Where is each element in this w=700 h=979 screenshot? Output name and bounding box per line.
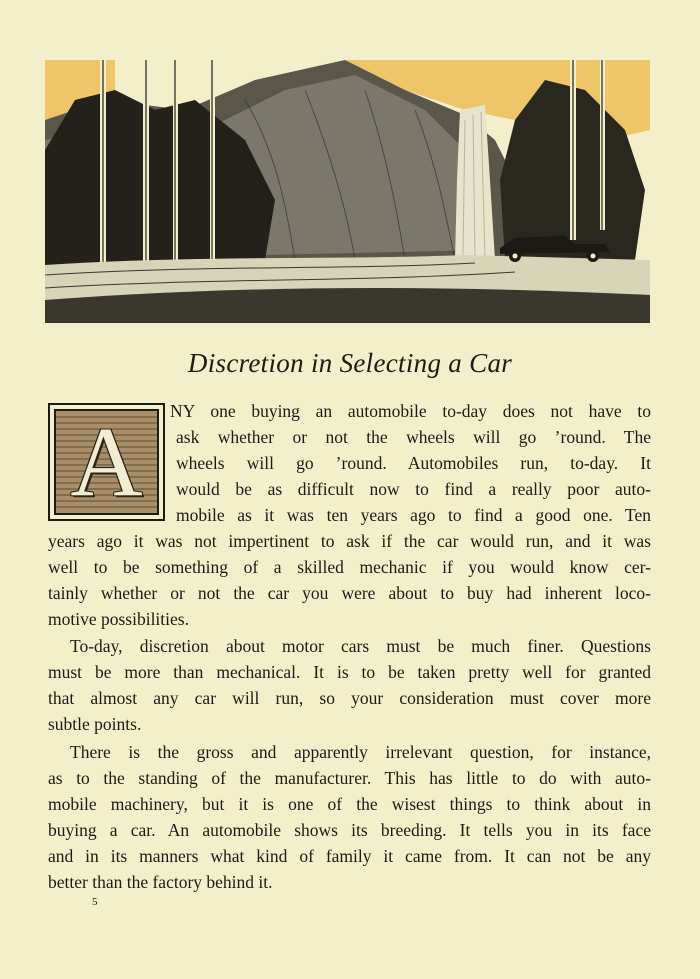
waterfall-car-illustration bbox=[45, 60, 650, 323]
text-line: and in its manners what kind of family it came from. It can not be any bbox=[48, 846, 651, 866]
drop-cap bbox=[48, 403, 165, 521]
page-number: 5 bbox=[92, 896, 98, 908]
text-line: NY one buying an automobile to-day does not have to bbox=[170, 401, 651, 421]
text-line: There is the gross and apparently irrelevant question, for instance, bbox=[70, 742, 651, 762]
text-line: must be more than mechanical. It is to be taken pretty well for granted bbox=[48, 662, 651, 682]
text-line: mobile as it was ten years ago to find a good one. Ten bbox=[176, 505, 651, 525]
text-line: wheels will go ’round. Automobiles run, to-day. It bbox=[176, 453, 651, 473]
text-line: buying a car. An automobile shows its breeding. It tells you in its face bbox=[48, 820, 651, 840]
text-line: well to be something of a skilled mechanic if you would know cer- bbox=[48, 557, 651, 577]
text-line: motive possibilities. bbox=[48, 609, 189, 629]
text-line: tainly whether or not the car you were about to buy had inherent loco- bbox=[48, 583, 651, 603]
text-line: To-day, discretion about motor cars must be much finer. Questions bbox=[70, 636, 651, 656]
text-line: mobile machinery, but it is one of the wisest things to think about in bbox=[48, 794, 651, 814]
text-line: ask whether or not the wheels will go ’round. The bbox=[176, 427, 651, 447]
drop-cap-letter: A bbox=[70, 406, 143, 517]
text-line: better than the factory behind it. bbox=[48, 872, 273, 892]
text-line: that almost any car will run, so your consideration must cover more bbox=[48, 688, 651, 708]
text-line: would be as difficult now to find a really poor auto- bbox=[176, 479, 651, 499]
text-line: subtle points. bbox=[48, 714, 142, 734]
chapter-title: Discretion in Selecting a Car bbox=[187, 348, 513, 378]
text-line: years ago it was not impertinent to ask if the car would run, and it was bbox=[48, 531, 651, 551]
text-line: as to the standing of the manufacturer. This has little to do with auto- bbox=[48, 768, 651, 788]
